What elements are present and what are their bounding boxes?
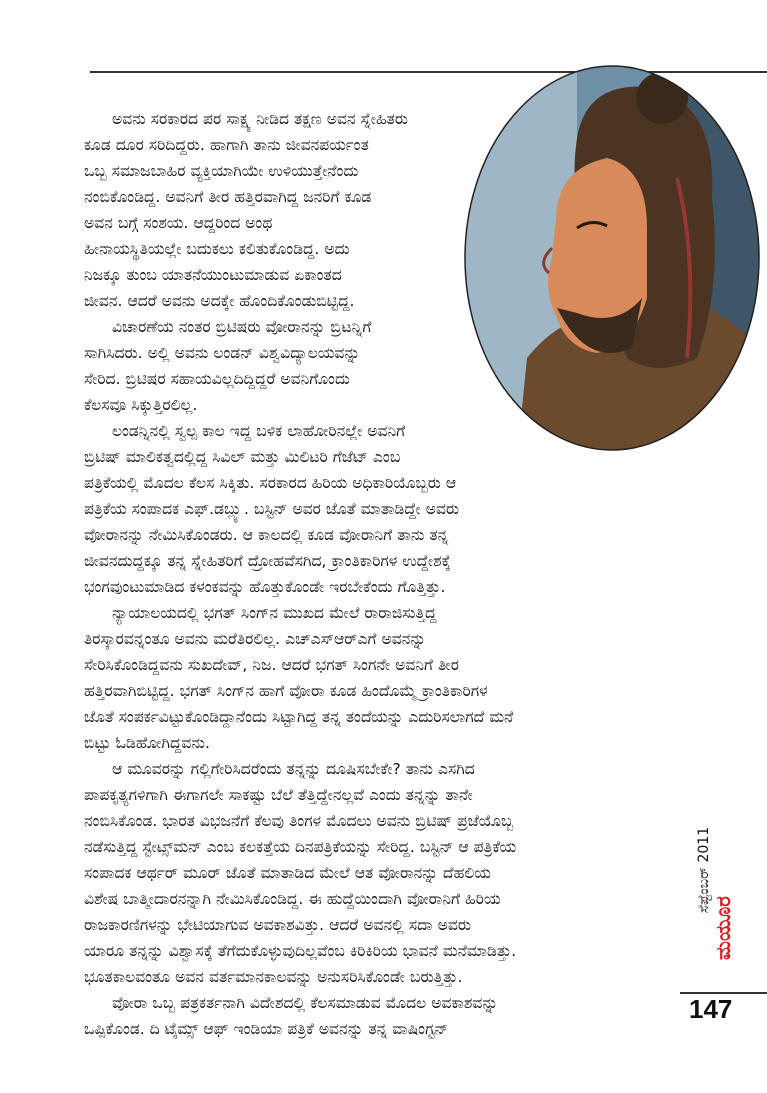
paragraph-line: ಒಪ್ಪಿಕೊಂಡ. ದಿ ಟೈಮ್ಸ್ ಆಫ್ ಇಂಡಿಯಾ ಪತ್ರಿಕೆ ಅವನನ್ನು ತನ್ನ ವಾಷಿಂಗ್ಟನ್ [84,1020,449,1038]
paragraph-line: ಪತ್ರಿಕೆಯಲ್ಲಿ ಮೊದಲ ಕೆಲಸ ಸಿಕ್ಕಿತು. ಸರಕಾರದ ಹಿರಿಯ ಅಧಿಕಾರಿಯೊಬ್ಬರು ಆ [84,474,457,492]
month-year-label: ಸೆಪ್ಟೆಂಬರ್ 2011 [696,826,712,914]
paragraph-line: ನಂಬಿಸಿಕೊಂಡ. ಭಾರತ ವಿಭಜನೆಗೆ ಕೆಲವು ತಿಂಗಳ ಮೊದಲು ಅವನು ಬ್ರಿಟಿಷ್ ಪ್ರಜೆಯೊಬ್ಬ [84,812,514,830]
paragraph-line: ರಾಜಕಾರಣಿಗಳನ್ನು ಭೇಟಿಯಾಗುವ ಅವಕಾಶವಿತ್ತು. ಆದರೆ ಅವನಲ್ಲಿ ಸದಾ ಅವರು [84,916,471,934]
side-folio [688,760,736,980]
paragraph-line: ವೋರಾನನ್ನು ನೇಮಿಸಿಕೊಂಡರು. ಆ ಕಾಲದಲ್ಲಿ ಕೂಡ ವೋರಾನಿಗೆ ತಾನು ತನ್ನ [84,526,449,544]
magazine-logo: ಮಯೂರ [711,896,735,960]
paragraph-line: ಸಂಪಾದಕ ಆರ್ಥರ್ ಮೂರ್ ಜೊತೆ ಮಾತಾಡಿದ ಮೇಲೆ ಆತ ವೋರಾನನ್ನು ದೆಹಲಿಯ [84,864,491,882]
paragraph-line: ಹತ್ತಿರವಾಗಿಬಿಟ್ಟಿದ್ದ. ಭಗತ್ ಸಿಂಗ್‌ನ ಹಾಗೆ ವೋರಾ ಕೂಡ ಹಿಂದೊಮ್ಮೆ ಕ್ರಾಂತಿಕಾರಿಗಳ [84,682,488,700]
paragraph-line: ಜೀವನ. ಆದರೆ ಅವನು ಅದಕ್ಕೇ ಹೊಂದಿಕೊಂಡುಬಿಟ್ಟಿದ್ದ. [84,292,355,310]
paragraph-line: ಪತ್ರಿಕೆಯ ಸಂಪಾದಕ ಎಫ್.ಡಬ್ಲ್ಯು. ಬಸ್ಟಿನ್ ಅವರ ಜೊತೆ ಮಾತಾಡಿದ್ದೇ ಅವರು [84,500,460,518]
paragraph-line: ನಡೆಸುತ್ತಿದ್ದ ಸ್ಟೇಟ್ಸ್‌ಮನ್ ಎಂಬ ಕಲಕತ್ತೆಯ ದಿನಪತ್ರಿಕೆಯನ್ನು ಸೇರಿದ್ದ. ಬಸ್ಟಿನ್ ಆ ಪತ್ರಿಕೆಯ [84,838,517,856]
paragraph-line: ಜೀವನದುದ್ದಕ್ಕೂ ತನ್ನ ಸ್ನೇಹಿತರಿಗೆ ದ್ರೋಹವೆಸಗಿದ, ಕ್ರಾಂತಿಕಾರಿಗಳ ಉದ್ದೇಶಕ್ಕೆ [84,552,451,570]
paragraph-line: ವಿಶೇಷ ಬಾತ್ಮೀದಾರನನ್ನಾಗಿ ನೇಮಿಸಿಕೊಂಡಿದ್ದ. ಈ ಹುದ್ದೆಯಿಂದಾಗಿ ವೋರಾನಿಗೆ ಹಿರಿಯ [84,890,501,908]
paragraph-line: ಭಂಗವುಂಟುಮಾಡಿದ ಕಳಂಕವನ್ನು ಹೊತ್ತುಕೊಂಡೇ ಇರಬೇಕೆಂದು ಗೊತ್ತಿತ್ತು. [84,578,446,596]
paragraph-line: ನಂಬಿಕೊಂಡಿದ್ದ. ಅವನಿಗೆ ತೀರ ಹತ್ತಿರವಾಗಿದ್ದ ಜನರಿಗೆ ಕೂಡ [84,188,372,206]
paragraph-line: ಸೇರಿಸಿಕೊಂಡಿದ್ದವನು ಸುಖದೇವ್, ನಿಜ. ಆದರೆ ಭಗತ್ ಸಿಂಗನೇ ಅವನಿಗೆ ತೀರ [84,656,459,674]
paragraph-line: ಯಾರೂ ತನ್ನನ್ನು ವಿಶ್ವಾಸಕ್ಕೆ ತೆಗೆದುಕೊಳ್ಳುವುದಿಲ್ಲವೆಂಬ ಕಿರಿಕಿರಿಯ ಭಾವನೆ ಮನೆಮಾಡಿತ್ತು. [84,942,517,960]
paragraph-line: ಕೆಲಸವೂ ಸಿಕ್ಕುತ್ತಿರಲಿಲ್ಲ. [84,396,198,414]
paragraph-line: ಆ ಮೂವರನ್ನು ಗಲ್ಲಿಗೇರಿಸಿದರೆಂದು ತನ್ನನ್ನು ದೂಷಿಸಬೇಕೇ? ತಾನು ಎಸಗಿದ [112,760,475,778]
paragraph-line: ನಿಜಕ್ಕೂ ತುಂಬ ಯಾತನೆಯುಂಟುಮಾಡುವ ಏಕಾಂತದ [84,266,342,284]
paragraph-line: ತಿರಸ್ಕಾರವನ್ನಂತೂ ಅವನು ಮರೆತಿರಲಿಲ್ಲ. ಎಚ್‌ಎಸ್‌ಆರ್‌ಎಗೆ ಅವನನ್ನು [84,630,426,648]
paragraph-line: ಸಾಗಿಸಿದರು. ಅಲ್ಲಿ ಅವನು ಲಂಡನ್ ವಿಶ್ವವಿದ್ಯಾಲಯವನ್ನು [84,344,361,362]
paragraph-line: ಸೇರಿದ. ಬ್ರಿಟಿಷರ ಸಹಾಯವಿಲ್ಲದಿದ್ದಿದ್ದರೆ ಅವನಿಗೊಂದು [84,370,350,388]
paragraph-line: ಒಬ್ಬ ಸಮಾಜಬಾಹಿರ ವ್ಯಕ್ತಿಯಾಗಿಯೇ ಉಳಿಯುತ್ತೇನೆಂದು [84,162,359,180]
paragraph-line: ಅವನು ಸರಕಾರದ ಪರ ಸಾಕ್ಷ್ಯ ನೀಡಿದ ತಕ್ಷಣ ಅವನ ಸ್ನೇಹಿತರು [112,110,409,128]
paragraph-line: ವಿಚಾರಣೆಯ ನಂತರ ಬ್ರಿಟಿಷರು ವೋರಾನನ್ನು ಬ್ರಿಟನ್ನಿಗೆ [112,318,372,336]
paragraph-line: ಜೊತೆ ಸಂಪರ್ಕವಿಟ್ಟುಕೊಂಡಿದ್ದಾನೆಂದು ಸಿಟ್ಟಾಗಿದ್ದ ತನ್ನ ತಂದೆಯನ್ನು ಎದುರಿಸಲಾಗದೆ ಮನೆ [84,708,514,726]
paragraph-line: ಅವನ ಬಗ್ಗೆ ಸಂಶಯ. ಆದ್ದರಿಂದ ಅಂಥ [84,214,273,232]
page-number: 147 [689,994,733,1024]
paragraph-line: ಕೂಡ ದೂರ ಸರಿದಿದ್ದರು. ಹಾಗಾಗಿ ತಾನು ಜೀವನಪರ್ಯಂತ [84,136,369,154]
paragraph-line: ಪಾಪಕೃತ್ಯಗಳಿಗಾಗಿ ಈಗಾಗಲೇ ಸಾಕಷ್ಟು ಬೆಲೆ ತೆತ್ತಿದ್ದೇನಲ್ಲವೆ ಎಂದು ತನ್ನನ್ನು ತಾನೇ [84,786,473,804]
portrait-illustration [457,58,767,458]
paragraph-line: ಹೀನಾಯಸ್ಥಿತಿಯಲ್ಲೇ ಬದುಕಲು ಕಲಿತುಕೊಂಡಿದ್ದ. ಅದು [84,240,350,258]
paragraph-line: ಬಿಟ್ಟು ಓಡಿಹೋಗಿದ್ದವನು. [84,734,210,752]
paragraph-line: ವೋರಾ ಒಬ್ಬ ಪತ್ರಕರ್ತನಾಗಿ ವಿದೇಶದಲ್ಲಿ ಕೆಲಸಮಾಡುವ ಮೊದಲ ಅವಕಾಶವನ್ನು [112,994,499,1012]
paragraph-line: ನ್ಯಾಯಾಲಯದಲ್ಲಿ ಭಗತ್ ಸಿಂಗ್‌ನ ಮುಖದ ಮೇಲೆ ರಾರಾಜಿಸುತ್ತಿದ್ದ [112,604,437,622]
paragraph-line: ಬ್ರಿಟಿಷ್ ಮಾಲಿಕತ್ವದಲ್ಲಿದ್ದ ಸಿವಿಲ್ ಮತ್ತು ಮಿಲಿಟರಿ ಗೆಜೆಟ್ ಎಂಬ [84,448,401,466]
paragraph-line: ಭೂತಕಾಲವಂತೂ ಅವನ ವರ್ತಮಾನಕಾಲವನ್ನು ಅನುಸರಿಸಿಕೊಂಡೇ ಬರುತ್ತಿತ್ತು. [84,968,463,986]
paragraph-line: ಲಂಡನ್ನಿನಲ್ಲಿ ಸ್ವಲ್ಪ ಕಾಲ ಇದ್ದ ಬಳಿಕ ಲಾಹೋರಿನಲ್ಲೇ ಅವನಿಗೆ [112,422,406,440]
